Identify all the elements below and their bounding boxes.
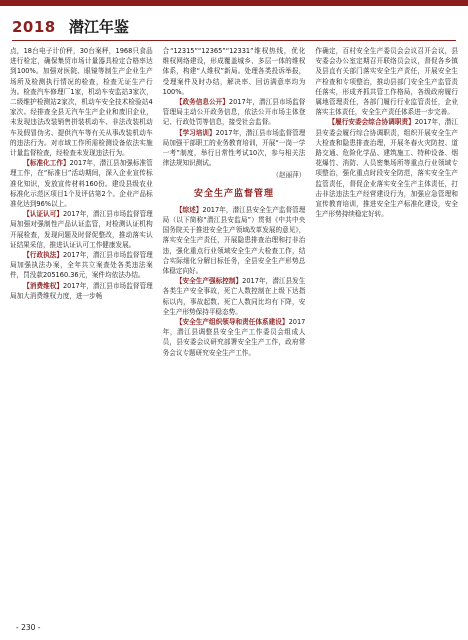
paragraph: [163, 317, 306, 358]
paragraph: [10, 281, 153, 301]
paragraph-text: 2017年，潜江县调整县安全生产工作委员会组成人员，县安委会议研究部署安全生产工作，政府常务会议专题研究安全生产工作。: [162, 318, 306, 357]
paragraph: [163, 46, 306, 97]
page-number: - 230 -: [16, 623, 41, 632]
section-title: 安全生产监督管理: [194, 188, 275, 199]
page-header: [12, 16, 456, 38]
paragraph: [163, 276, 306, 317]
paragraph-text: 作确定，百村安全生产委员会会议召开会议，县安委会办公室定期召开联络员会议，督促各乡镇及县直有关部门落实安全生产责任，开展安全生产检查和专项整治，推动县部门安全生产监管责任落实，形成齐抓共管工作格局，各级政府履行属地管理责任，各部门履行行业监管责任，企业落实主体责任，安全生产责任体系进一步完善。: [315, 47, 459, 117]
yearbook-year: 2018: [12, 18, 56, 36]
column-middle: [163, 46, 306, 612]
section-lead-term: 【标准化工作】: [23, 159, 70, 168]
body-columns: [10, 46, 458, 612]
section-lead-term: 【学习培训】: [175, 128, 216, 137]
paragraph-text: 2017年，潜江县安全生产监督管理局（以下简称“潜江县安监局”）贯彻《中共中央国务院关于推进安全生产领域改革发展的意见》，落实安全生产责任，开展隐患排查治理和打非治违，强化重点行业领域安全生产大检查工作，结合实际细化分解目标任务，全县安全生产形势总体稳定向好。: [162, 205, 306, 276]
section-lead-term: 【消费维权】: [23, 281, 63, 290]
section-lead-term: 【综述】: [175, 205, 203, 214]
paragraph-text: 2017年，潜江县市场监督管理局加强对强制性产品认证监管，对检测认证机构开展检查，发现问题及时督促整改，推动落实认证结果采信，推进认证认可工作健康发展。: [10, 210, 153, 249]
paragraph: [10, 209, 153, 250]
paragraph: [10, 250, 153, 281]
section-lead-term: 【安全生产强标控制】: [175, 277, 243, 286]
paragraph: [163, 205, 306, 276]
paragraph-text: 2017年，潜江县市场监督管理局主动公开政务信息，依法公开市场主体登记、行政处罚等信息，接受社会监督。: [162, 98, 306, 127]
paragraph-text: 合“12315”“12365”“12331”维权热线，优化维权网络建设，形成覆盖城乡、多层一体的维权体系，构建“人维权”新局。处理各类投诉举报，受理案件及时办结，解决率、回访满意率均为100%。: [162, 47, 306, 96]
header-rule: [12, 40, 456, 41]
paragraph-text: 2017年，潜江县发生各类生产安全事故，死亡人数控制在上级下达指标以内，事故起数、死亡人数同比均有下降，安全生产形势保持平稳态势。: [162, 277, 306, 316]
section-lead-term: 【履行安委会综合协调职责】: [328, 118, 415, 127]
paragraph: [10, 46, 153, 158]
paragraph: [315, 117, 458, 219]
paragraph: [315, 46, 458, 117]
paragraph: [163, 128, 306, 169]
author-byline: （赵丽萍）: [272, 171, 306, 180]
paragraph-text: 2017年，潜江县市场监督管理局加大消费维权力度，进一步畅: [10, 281, 153, 300]
paragraph-text: 2017年，潜江县市场监督管理局加强干部职工的业务教育培训，开展“一岗一学一考”制度，举行日常性考试10次，参与相关法律法规知识测试。: [162, 128, 306, 168]
paragraph-text: 2017年，潜江县市场监督管理局加强执法办案，全年共立案查处各类违法案件，罚没款205160.36元，案件均依法办结。: [10, 251, 153, 280]
column-right: [315, 46, 458, 612]
paragraph-text: 2017年，潜江县安委会履行综合协调职责，组织开展安全生产大检查和隐患排查治理，开展冬春火灾防控、道路交通、危险化学品、建筑施工、特种设备、烟花爆竹、消防、人员密集场所等重点行业领域专项整治，强化重点时段安全防范，落实安全生产监管责任，督促企业落实安全生产主体责任，打击非法违法生产经营建设行为，加强应急管理和宣传教育培训，推进安全生产标准化建设，安全生产形势持续稳定好转。: [315, 118, 459, 219]
paragraph-text: 点，18台电子计价秤，30台案秤，1968只食品进行检定，确保集贸市场计量器具检定合格率达到100%。加强对医院、眼镜等制生产企业生产场所及检测执行情况的检查，检查无证生产行为。检查汽车修理厂1家，机动车安监站3家次，二级维护检测站2家次，机动车安全技术检验站4家次。经排查全县无汽车生产企业和废旧企业，未发现违法改装销售拼装机动车、非法改装机动车及假冒伪劣、提供汽车等有关从事改装机动车的违法行为。对市域工作所需检测设备依法实施计量监督检查，经检查未发现违法行为。: [10, 47, 153, 158]
section-lead-term: 【行政执法】: [23, 251, 63, 260]
section-lead-term: 【政务信息公开】: [175, 98, 229, 107]
paragraph: [10, 158, 153, 209]
paragraph-text: 2017年，潜江县加强标准管理工作，在“标准日”活动期间，深入企业宣传标准化知识，发放宣传材料160份。建设县级农业标准化示范区项目1个及评估第2个。企业产品标准化达到96%以上。: [10, 159, 153, 209]
top-color-bar: [0, 0, 468, 6]
section-lead-term: 【安全生产组织领导和责任体系建设】: [175, 318, 289, 327]
paragraph: [163, 97, 306, 128]
yearbook-title: 潜江年鉴: [68, 18, 129, 36]
column-left: [10, 46, 153, 612]
section-lead-term: 【认证认可】: [23, 210, 63, 219]
